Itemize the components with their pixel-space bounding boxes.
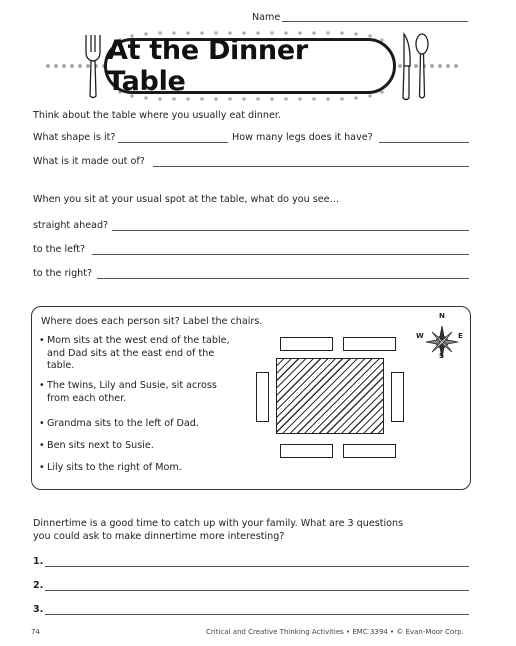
footer-credit: Critical and Creative Thinking Activities • EMC 3394 • © Evan-Moor Corp.: [206, 628, 464, 636]
section3-intro-line2: you could ask to make dinnertime more interesting?: [33, 531, 285, 542]
clue-item: • Ben sits next to Susie.: [39, 440, 154, 451]
clue-item: • Grandma sits to the left of Dad.: [39, 418, 199, 429]
shape-answer-line[interactable]: [118, 142, 228, 143]
legs-answer-line[interactable]: [379, 142, 469, 143]
material-question: What is it made out of?: [33, 156, 145, 167]
chair-south-left[interactable]: [280, 444, 333, 458]
section1-intro: Think about the table where you usually eat dinner.: [33, 110, 281, 121]
name-label: Name: [252, 12, 281, 23]
name-field[interactable]: [282, 21, 468, 22]
compass-w: W: [416, 332, 424, 340]
right-answer-line[interactable]: [97, 278, 469, 279]
compass-s: S: [439, 352, 445, 360]
chair-west[interactable]: [256, 372, 269, 422]
seating-prompt: Where does each person sit? Label the chairs.: [41, 316, 263, 327]
question-number-2: 2.: [33, 580, 44, 591]
clue-item: • Mom sits at the west end of the table, and Dad sits at the east end of the table.: [39, 335, 230, 371]
spoon-icon: [414, 32, 430, 102]
clue-item: • Lily sits to the right of Mom.: [39, 462, 182, 473]
shape-question: What shape is it?: [33, 132, 116, 143]
section2-intro: When you sit at your usual spot at the table, what do you see…: [33, 194, 340, 205]
left-question: to the left?: [33, 244, 86, 255]
clue-item: • The twins, Lily and Susie, sit across from each other.: [39, 380, 217, 404]
ahead-question: straight ahead?: [33, 220, 109, 231]
title-banner: [104, 35, 396, 97]
left-answer-line[interactable]: [92, 254, 469, 255]
fork-icon: [82, 32, 104, 100]
material-answer-line[interactable]: [153, 166, 469, 167]
chair-north-right[interactable]: [343, 337, 396, 351]
chair-east[interactable]: [391, 372, 404, 422]
question-3-line[interactable]: [45, 614, 469, 615]
question-number-3: 3.: [33, 604, 44, 615]
question-1-line[interactable]: [45, 566, 469, 567]
legs-question: How many legs does it have?: [232, 132, 373, 143]
question-number-1: 1.: [33, 556, 44, 567]
question-2-line[interactable]: [45, 590, 469, 591]
compass-n: N: [439, 312, 445, 320]
compass-e: E: [458, 332, 463, 340]
page-title: At the Dinner Table: [107, 35, 308, 97]
chair-north-left[interactable]: [280, 337, 333, 351]
dinner-table: [276, 358, 384, 434]
ahead-answer-line[interactable]: [112, 230, 469, 231]
knife-icon: [398, 30, 414, 102]
section3-intro-line1: Dinnertime is a good time to catch up with your family. What are 3 questions: [33, 518, 404, 529]
chair-south-right[interactable]: [343, 444, 396, 458]
page-number: 74: [31, 628, 40, 636]
right-question: to the right?: [33, 268, 93, 279]
